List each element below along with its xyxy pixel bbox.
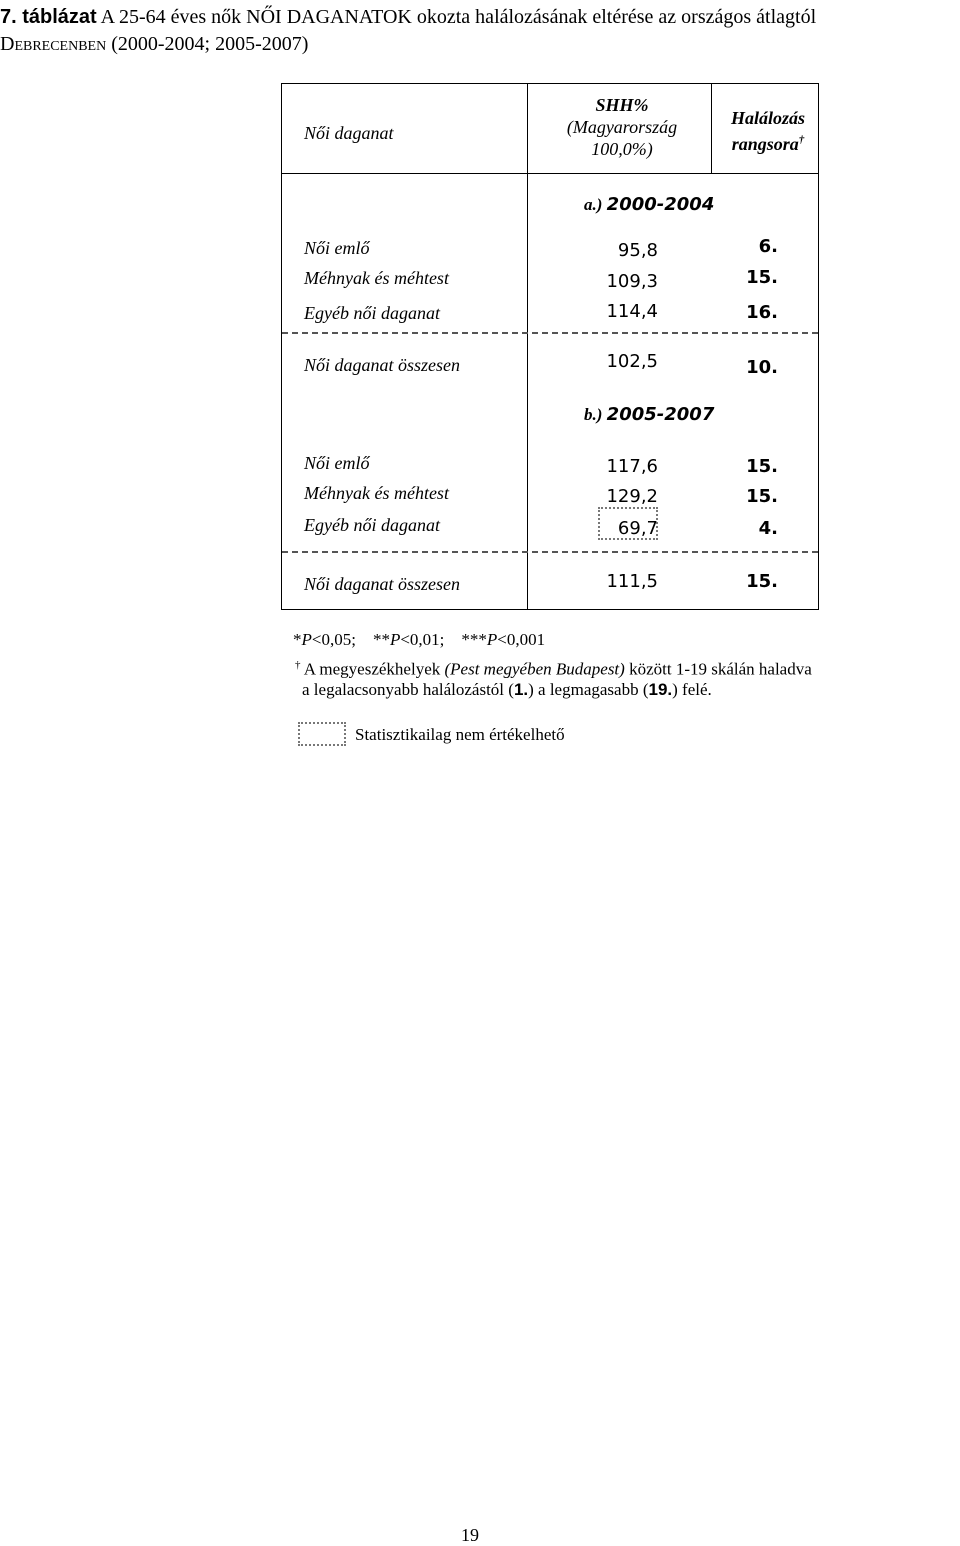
period-heading: b.) 2005-2007: [584, 404, 715, 425]
page-number: 19: [461, 1525, 479, 1545]
header-rank: Halálozás rangsora†: [730, 108, 805, 154]
header-name: Női daganat: [304, 123, 394, 143]
column-divider: [527, 84, 528, 609]
row-name: Méhnyak és méhtest: [304, 268, 449, 288]
rank-note: † A megyeszékhelyek (Pest megyében Budapest) között 1-19 skálán haladva: [295, 659, 812, 679]
row-rank: 15.: [746, 456, 778, 477]
total-name: Női daganat összesen: [304, 355, 461, 375]
rank-note-line2: a legalacsonyabb halálozástól (1.) a legmagasabb (19.) felé.: [302, 680, 712, 699]
row-value: 117,6: [606, 456, 658, 477]
row-name: Egyéb női daganat: [304, 515, 440, 535]
total-value: 102,5: [606, 351, 658, 372]
column-divider: [711, 84, 712, 173]
header-divider: [282, 173, 818, 174]
row-rank: 16.: [746, 302, 778, 323]
total-rank: 10.: [746, 357, 778, 378]
row-name: Női emlő: [304, 453, 370, 473]
row-rank: 15.: [746, 267, 778, 288]
dashed-divider: [282, 332, 818, 334]
row-rank: 4.: [758, 518, 778, 539]
row-value: 69,7: [617, 518, 658, 539]
legend-text: Statisztikailag nem értékelhető: [355, 725, 565, 744]
total-name: Női daganat összesen: [304, 574, 461, 594]
dagger-mark: †: [798, 134, 805, 146]
table-title: 7. táblázat A 25-64 éves nők NŐI DAGANATOK okozta halálozásának eltérése az országos átlagtól Debrecenben (2000-2004; 2005-2007): [0, 6, 817, 55]
row-name: Egyéb női daganat: [304, 303, 440, 323]
row-rank: 6.: [758, 236, 778, 257]
significance-note: *P<0,05; **P<0,01; ***P<0,001: [293, 630, 546, 649]
header-shh: SHH% (Magyarország 100,0%): [566, 95, 678, 159]
row-value: 114,4: [606, 301, 658, 322]
data-table: [281, 83, 819, 610]
legend-dotted-box: [298, 722, 346, 746]
row-value: 95,8: [617, 240, 658, 261]
dashed-divider: [282, 551, 818, 553]
total-value: 111,5: [606, 571, 658, 592]
total-rank: 15.: [746, 571, 778, 592]
row-value: 129,2: [606, 486, 658, 507]
row-rank: 15.: [746, 486, 778, 507]
row-name: Női emlő: [304, 238, 370, 258]
period-heading: a.) 2000-2004: [584, 194, 715, 215]
row-name: Méhnyak és méhtest: [304, 483, 449, 503]
table-number: 7. táblázat: [0, 6, 97, 28]
row-value: 109,3: [606, 271, 658, 292]
